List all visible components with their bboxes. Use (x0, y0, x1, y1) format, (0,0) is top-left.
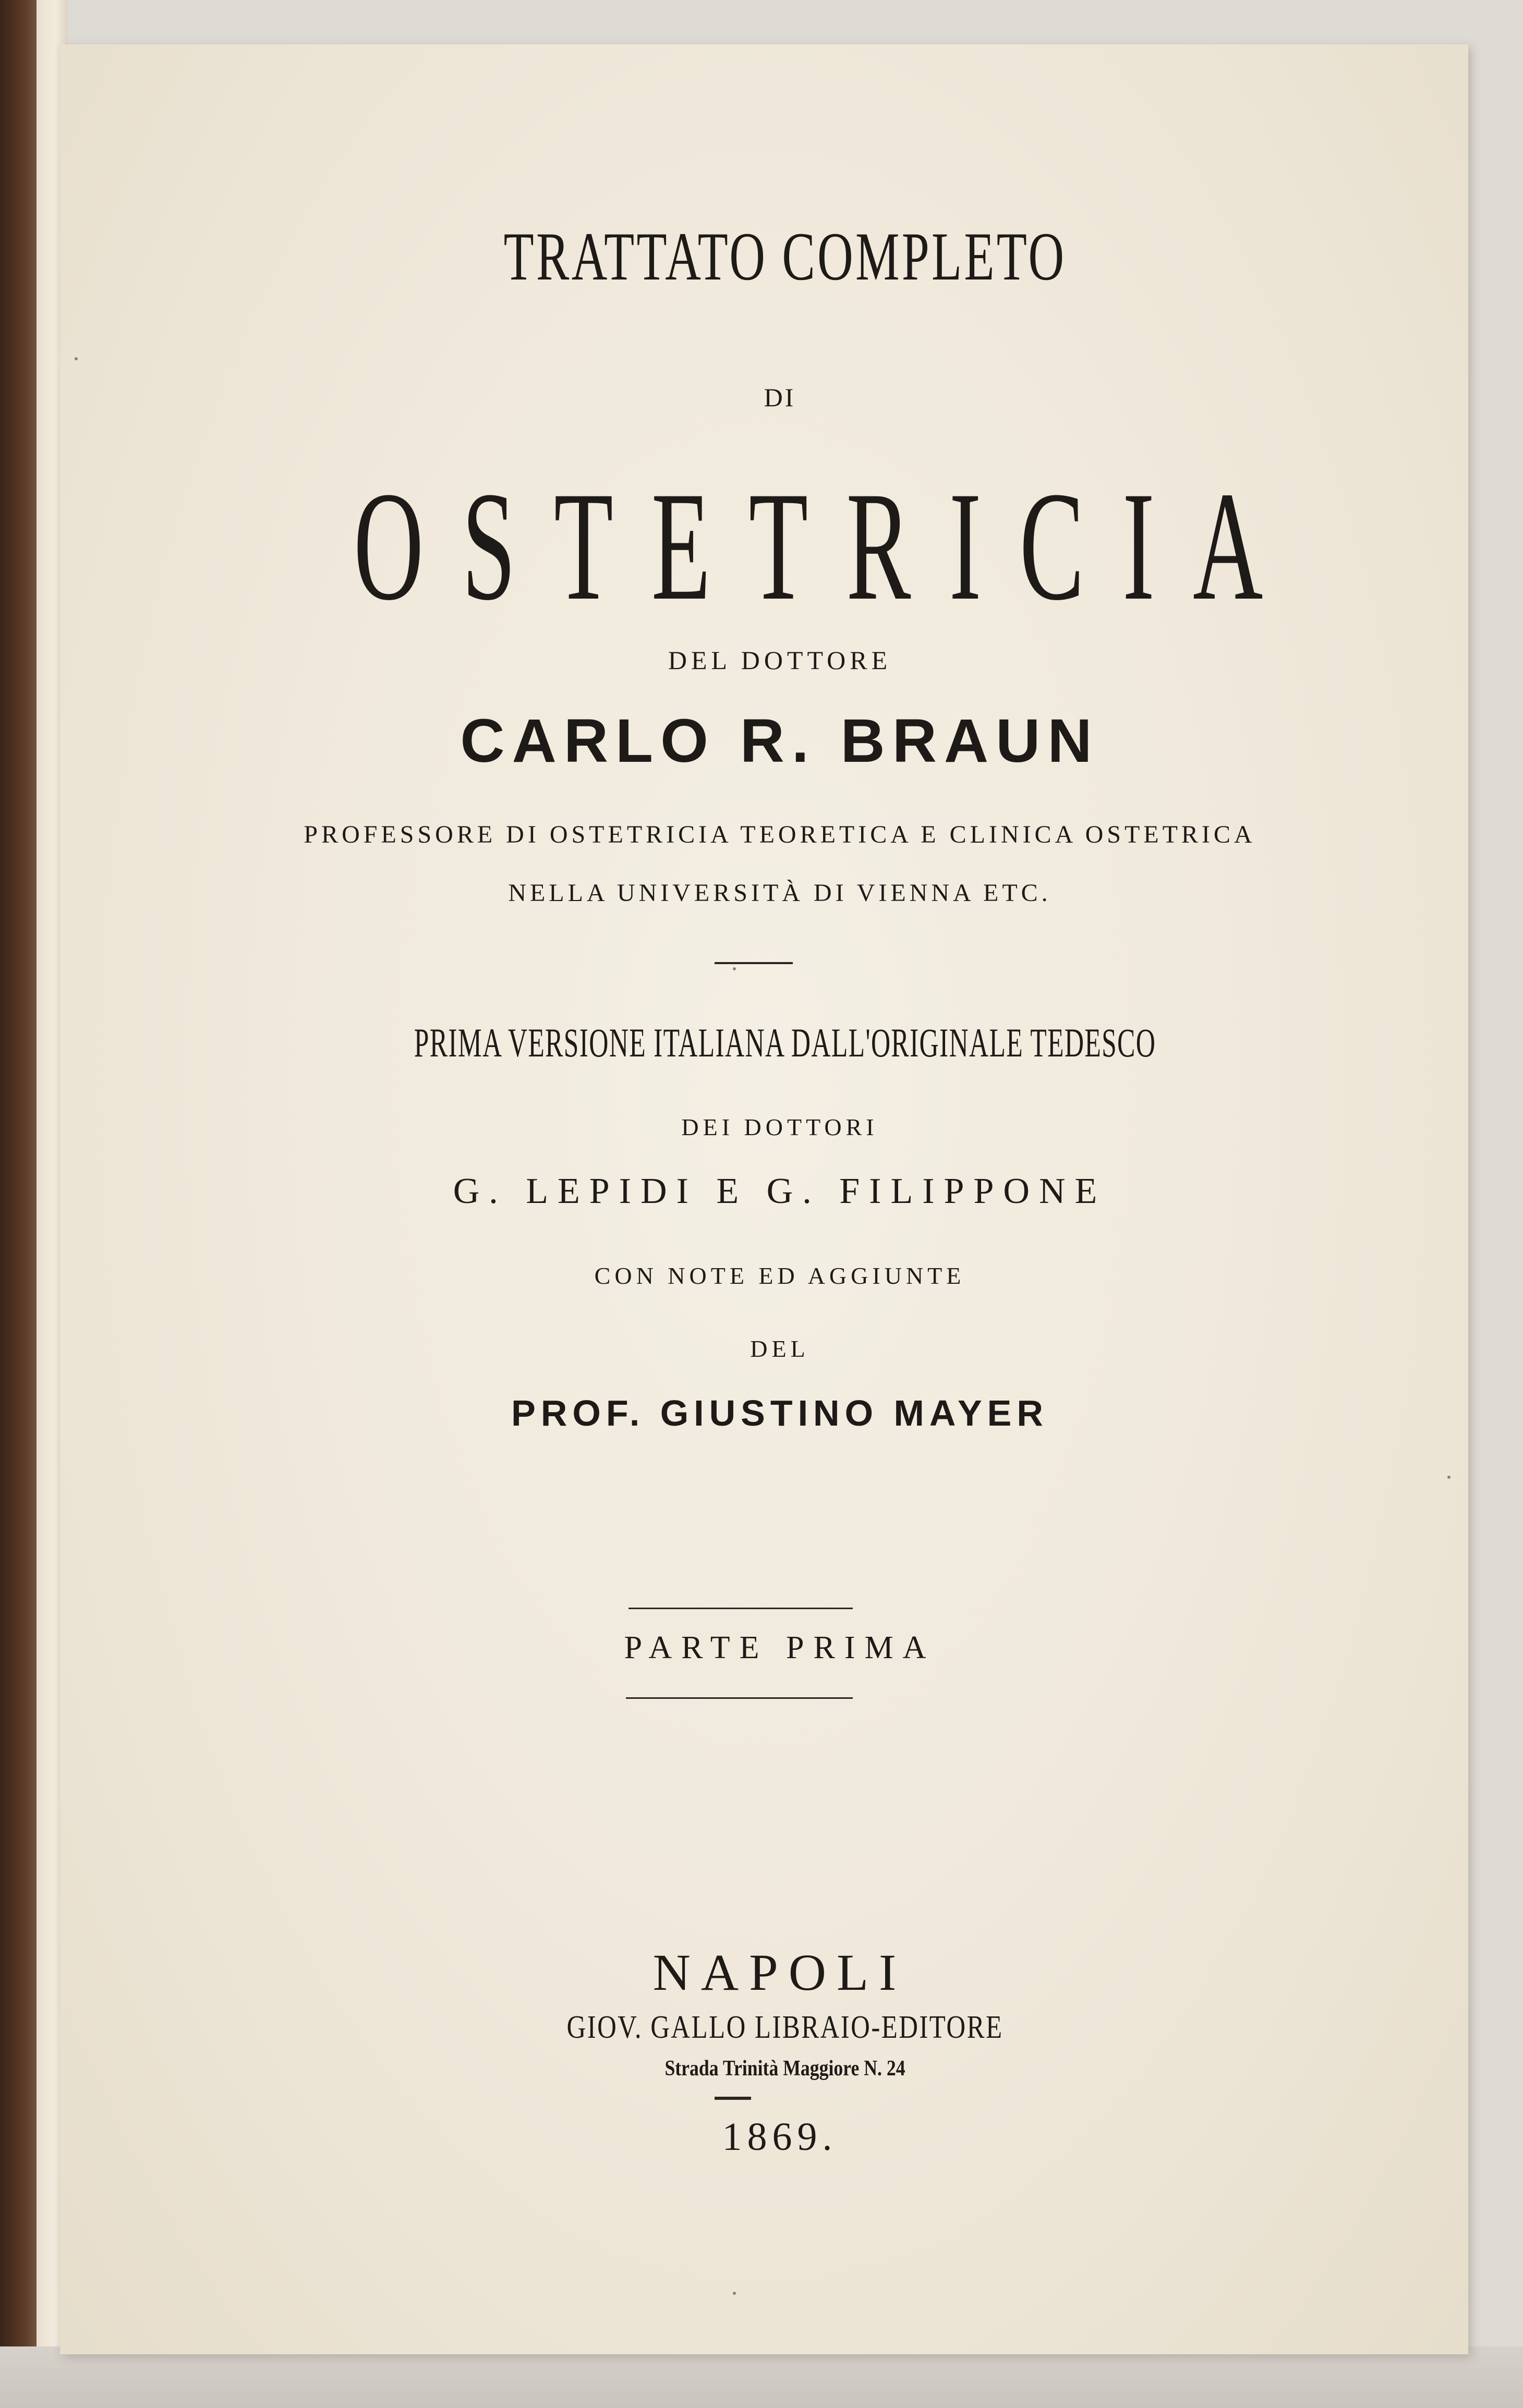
translation-note: PRIMA VERSIONE ITALIANA DALL'ORIGINALE TEDESCO (414, 1020, 1156, 1065)
editor-prefix: DEL (750, 1335, 809, 1362)
imprint-address: Strada Trinità Maggiore N. 24 (664, 2057, 905, 2081)
paper-speck (733, 2292, 736, 2295)
author-prefix: DEL DOTTORE (668, 646, 892, 675)
editor-name: PROF. GIUSTINO MAYER (511, 1393, 1048, 1433)
main-title: OSTETRICIA (354, 459, 1301, 633)
paper-speck (1447, 1476, 1451, 1479)
paper-speck (733, 967, 736, 970)
imprint-dash (715, 2097, 751, 2100)
imprint-year: 1869. (722, 2115, 838, 2159)
background-surface (0, 2346, 1523, 2408)
title-connector-di: DI (764, 383, 796, 412)
notes-line: CON NOTE ED AGGIUNTE (594, 1262, 965, 1289)
book-title-line: TRATTATO COMPLETO (503, 218, 1067, 295)
author-name: CARLO R. BRAUN (460, 707, 1099, 775)
imprint-publisher: GIOV. GALLO LIBRAIO-EDITORE (566, 2010, 1004, 2045)
part-rule-top (628, 1608, 853, 1609)
part-label: PARTE PRIMA (624, 1630, 936, 1665)
author-position-line-2: NELLA UNIVERSITÀ DI VIENNA ETC. (508, 879, 1051, 907)
translators-prefix: DEI DOTTORI (681, 1114, 878, 1140)
divider-rule (715, 962, 793, 964)
author-position-line-1: PROFESSORE DI OSTETRICIA TEORETICA E CLINICA OSTETRICA (304, 821, 1256, 848)
imprint-city: NAPOLI (652, 1943, 907, 2001)
translators-names: G. LEPIDI E G. FILIPPONE (453, 1171, 1107, 1211)
paper-speck (75, 357, 78, 360)
title-page (60, 44, 1468, 2354)
part-rule-bottom (626, 1697, 853, 1699)
